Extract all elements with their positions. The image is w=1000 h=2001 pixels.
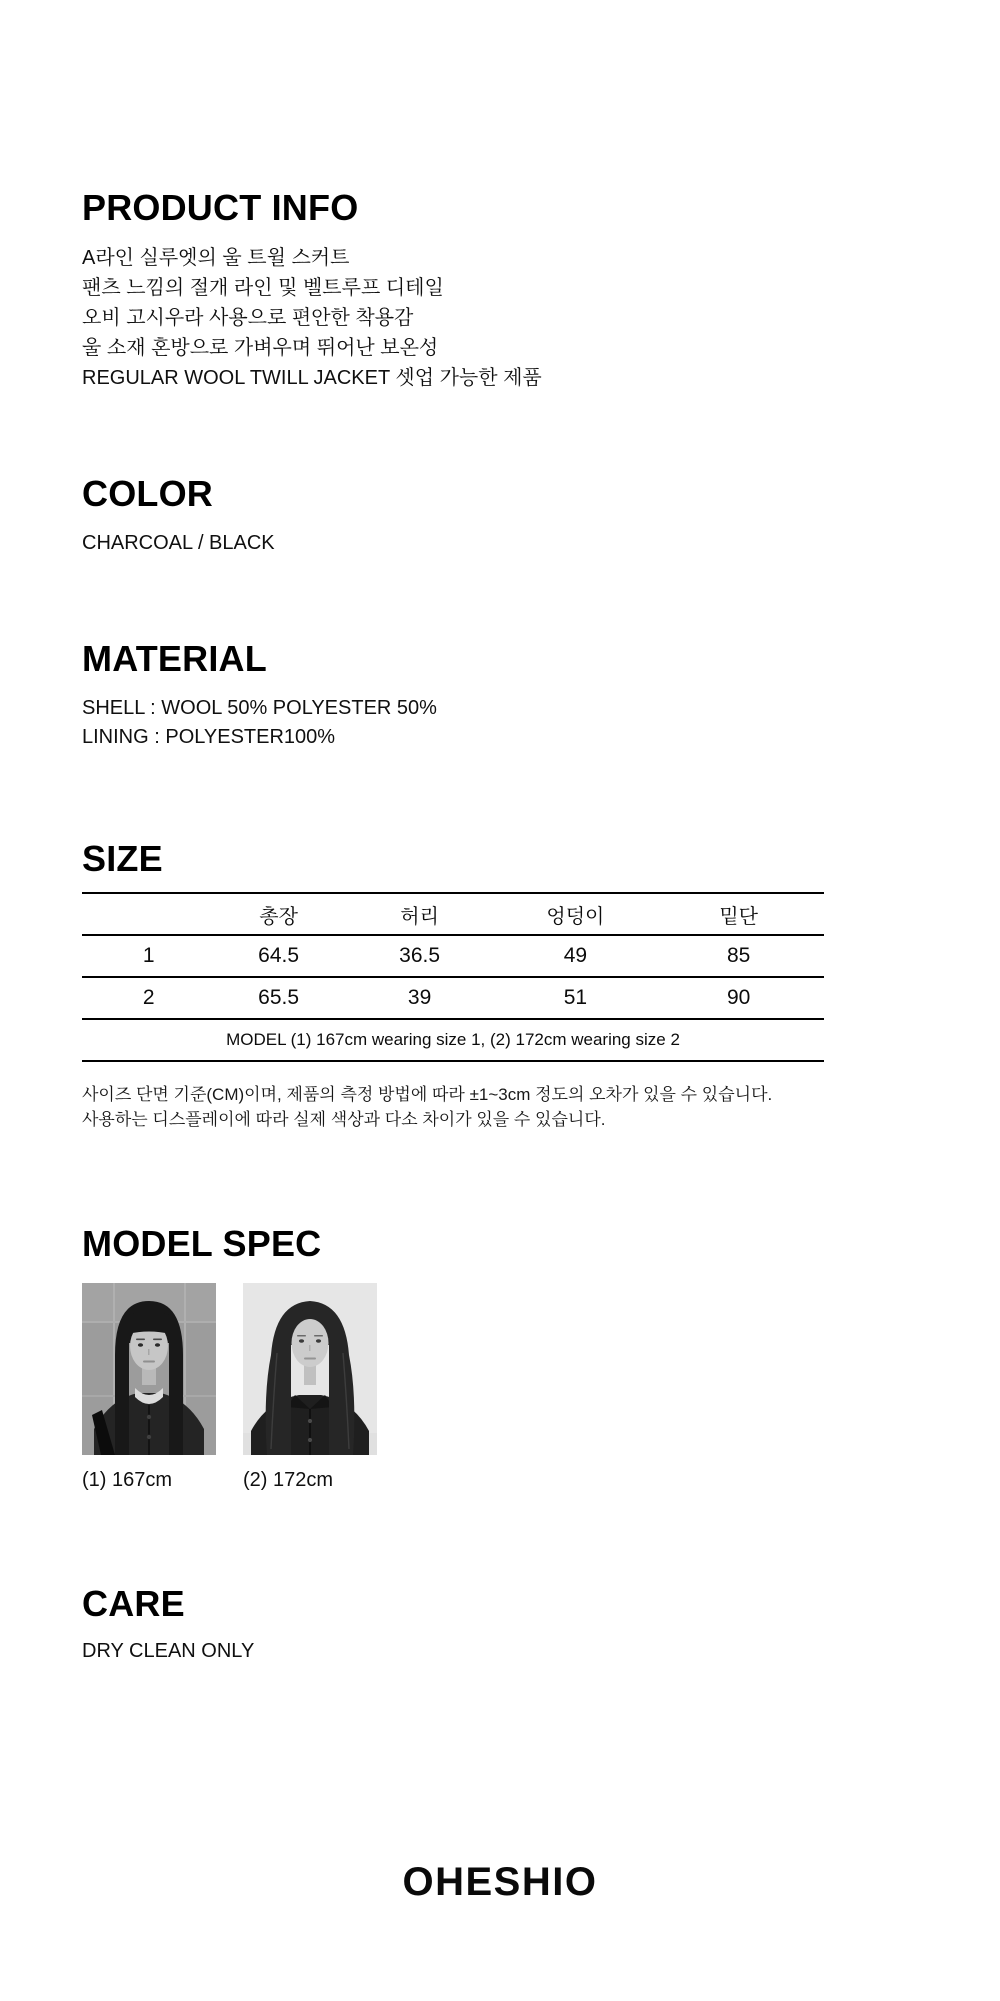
size-table-footer-row bbox=[82, 1019, 824, 1061]
product-info-lines bbox=[82, 243, 542, 393]
size-1-hem: 85 bbox=[653, 935, 824, 977]
size-header-waist: 허리 bbox=[342, 893, 498, 935]
size-note-tolerance: 사이즈 단면 기준(CM)이며, 제품의 측정 방법에 따라 ±1~3cm 정도의 오차가 있을 수 있습니다. bbox=[82, 1085, 773, 1104]
color-value: CHARCOAL / BLACK bbox=[82, 532, 275, 554]
size-table bbox=[82, 892, 824, 1062]
product-info-line: 오비 고시우라 사용으로 편안한 착용감 bbox=[82, 307, 414, 329]
size-2-hem: 90 bbox=[653, 977, 824, 1019]
material-section bbox=[82, 637, 437, 752]
model-photo-1 bbox=[82, 1283, 216, 1455]
model-spec-section bbox=[82, 1222, 377, 1492]
size-table-header-row bbox=[82, 893, 824, 935]
size-section bbox=[82, 837, 824, 1132]
size-1-hip: 49 bbox=[497, 935, 653, 977]
material-lining: LINING : POLYESTER100% bbox=[82, 726, 336, 748]
care-heading: CARE bbox=[82, 1583, 185, 1624]
size-notes bbox=[82, 1082, 824, 1132]
size-1-waist: 36.5 bbox=[342, 935, 498, 977]
size-heading: SIZE bbox=[82, 838, 163, 879]
table-row-size-2 bbox=[82, 977, 824, 1019]
model-2-caption: (2) 172cm bbox=[243, 1469, 334, 1491]
size-note-display: 사용하는 디스플레이에 따라 실제 색상과 다소 차이가 있을 수 있습니다. bbox=[82, 1110, 606, 1129]
product-info-line: 울 소재 혼방으로 가벼우며 뛰어난 보온성 bbox=[82, 337, 439, 359]
size-2-label: 2 bbox=[82, 977, 216, 1019]
table-row-size-1 bbox=[82, 935, 824, 977]
product-info-heading: PRODUCT INFO bbox=[82, 187, 359, 228]
size-table-model-note: MODEL (1) 167cm wearing size 1, (2) 172cm wearing size 2 bbox=[82, 1019, 824, 1061]
material-shell: SHELL : WOOL 50% POLYESTER 50% bbox=[82, 697, 437, 719]
size-2-length: 65.5 bbox=[216, 977, 342, 1019]
model-1-figure bbox=[82, 1283, 216, 1492]
model-photo-2 bbox=[243, 1283, 377, 1455]
model-1-caption: (1) 167cm bbox=[82, 1469, 173, 1491]
size-header-blank bbox=[82, 893, 216, 935]
size-2-hip: 51 bbox=[497, 977, 653, 1019]
model-2-figure bbox=[243, 1283, 377, 1492]
model-spec-heading: MODEL SPEC bbox=[82, 1223, 322, 1264]
color-heading: COLOR bbox=[82, 473, 213, 514]
size-1-label: 1 bbox=[82, 935, 216, 977]
size-2-waist: 39 bbox=[342, 977, 498, 1019]
size-header-length: 총장 bbox=[216, 893, 342, 935]
model-photos-row bbox=[82, 1283, 377, 1492]
product-info-line: 팬츠 느낌의 절개 라인 및 벨트루프 디테일 bbox=[82, 277, 444, 299]
product-info-line: A라인 실루엣의 울 트윌 스커트 bbox=[82, 247, 350, 269]
size-header-hip: 엉덩이 bbox=[497, 893, 653, 935]
brand-logo: OHESHIO bbox=[402, 1860, 598, 1904]
size-1-length: 64.5 bbox=[216, 935, 342, 977]
size-header-hem: 밑단 bbox=[653, 893, 824, 935]
care-section bbox=[82, 1582, 254, 1663]
product-info-section bbox=[82, 186, 542, 393]
product-info-line: REGULAR WOOL TWILL JACKET 셋업 가능한 제품 bbox=[82, 367, 542, 389]
material-heading: MATERIAL bbox=[82, 638, 267, 679]
material-lines bbox=[82, 694, 437, 752]
color-section bbox=[82, 472, 275, 555]
care-value: DRY CLEAN ONLY bbox=[82, 1640, 255, 1662]
